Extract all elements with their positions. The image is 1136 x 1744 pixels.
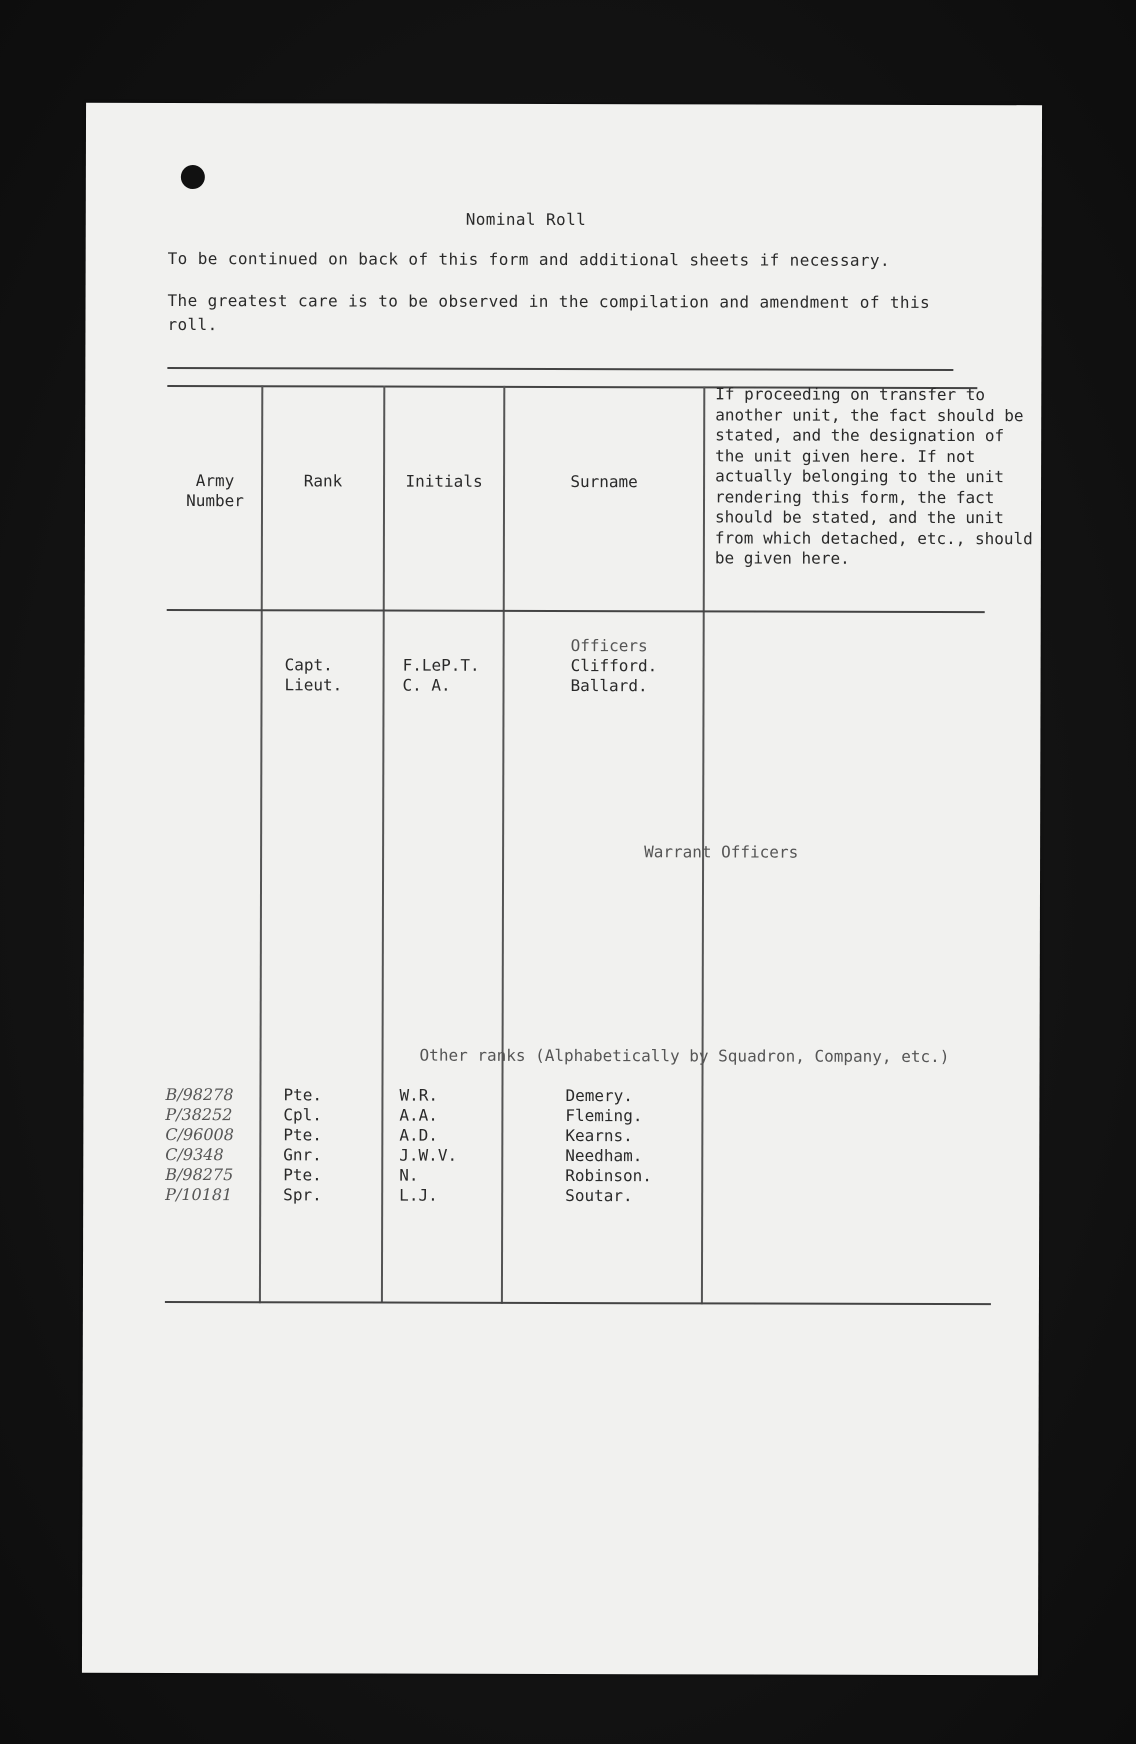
header-surname: Surname [570,472,638,492]
column-divider [501,386,505,1304]
top-rule [167,367,953,371]
section-officers: Officers [570,636,648,656]
other-ranks-rank-column [283,1085,322,1205]
initials: N. [399,1165,419,1185]
officer-rank: Capt. [284,655,333,675]
officers-initials-column [403,656,480,696]
column-divider [259,385,263,1303]
surname: Needham. [565,1146,643,1166]
instruction-continuation: To be continued on back of this form and additional sheets if necessary. [167,248,891,270]
surname: Kearns. [565,1126,633,1146]
header-rank: Rank [303,471,343,491]
other-ranks-initials-column [399,1086,457,1206]
rank: Spr. [283,1185,322,1205]
header-remarks: If proceeding on transfer to another unit, the fact should be stated, and the designation of the unit given here. If not actually belonging to the unit rendering this form, the fact should be stated, and the unit from which detached, etc., should be given here. [714,384,1033,568]
header-rule [167,609,985,613]
army-number: C/96008 [165,1124,234,1145]
rank: Cpl. [283,1105,322,1125]
officer-surname: Clifford. [570,656,658,676]
surname: Fleming. [565,1106,643,1126]
surname: Soutar. [565,1186,633,1206]
army-number: C/9348 [165,1144,224,1165]
column-divider [381,386,385,1304]
officer-surname: Ballard. [570,676,648,696]
officer-initials: C. A. [402,675,451,695]
punch-hole [181,165,205,189]
officer-initials: F.LeP.T. [402,655,480,675]
officers-surname-column [571,656,658,696]
army-number: B/98275 [165,1164,234,1185]
header-initials: Initials [405,471,483,491]
bottom-rule [165,1301,991,1305]
army-number: P/10181 [165,1184,233,1205]
initials: L.J. [399,1185,438,1205]
initials: A.A. [399,1105,438,1125]
initials: J.W.V. [399,1145,458,1165]
instruction-care: The greatest care is to be observed in the compilation and amendment of this roll. [167,290,931,335]
surname: Robinson. [565,1166,652,1186]
section-other-ranks: Other ranks (Alphabetically by Squadron, Company, etc.) [419,1045,950,1067]
other-ranks-surname-column [565,1086,652,1206]
section-warrant-officers: Warrant Officers [644,842,799,862]
form-sheet [82,103,1042,1675]
initials: W.R. [399,1085,439,1105]
army-number: B/98278 [165,1084,234,1105]
rank: Pte. [283,1125,322,1145]
rank: Gnr. [283,1145,322,1165]
header-army-number: Army Number [186,471,244,511]
rank: Pte. [283,1165,322,1185]
army-number: P/38252 [165,1104,233,1125]
surname: Demery. [565,1086,633,1106]
rank: Pte. [283,1085,323,1105]
initials: A.D. [399,1125,438,1145]
officer-rank: Lieut. [284,675,343,695]
other-ranks-army-number-column [165,1085,234,1205]
officers-rank-column [285,655,343,695]
form-title: Nominal Roll [465,209,587,230]
